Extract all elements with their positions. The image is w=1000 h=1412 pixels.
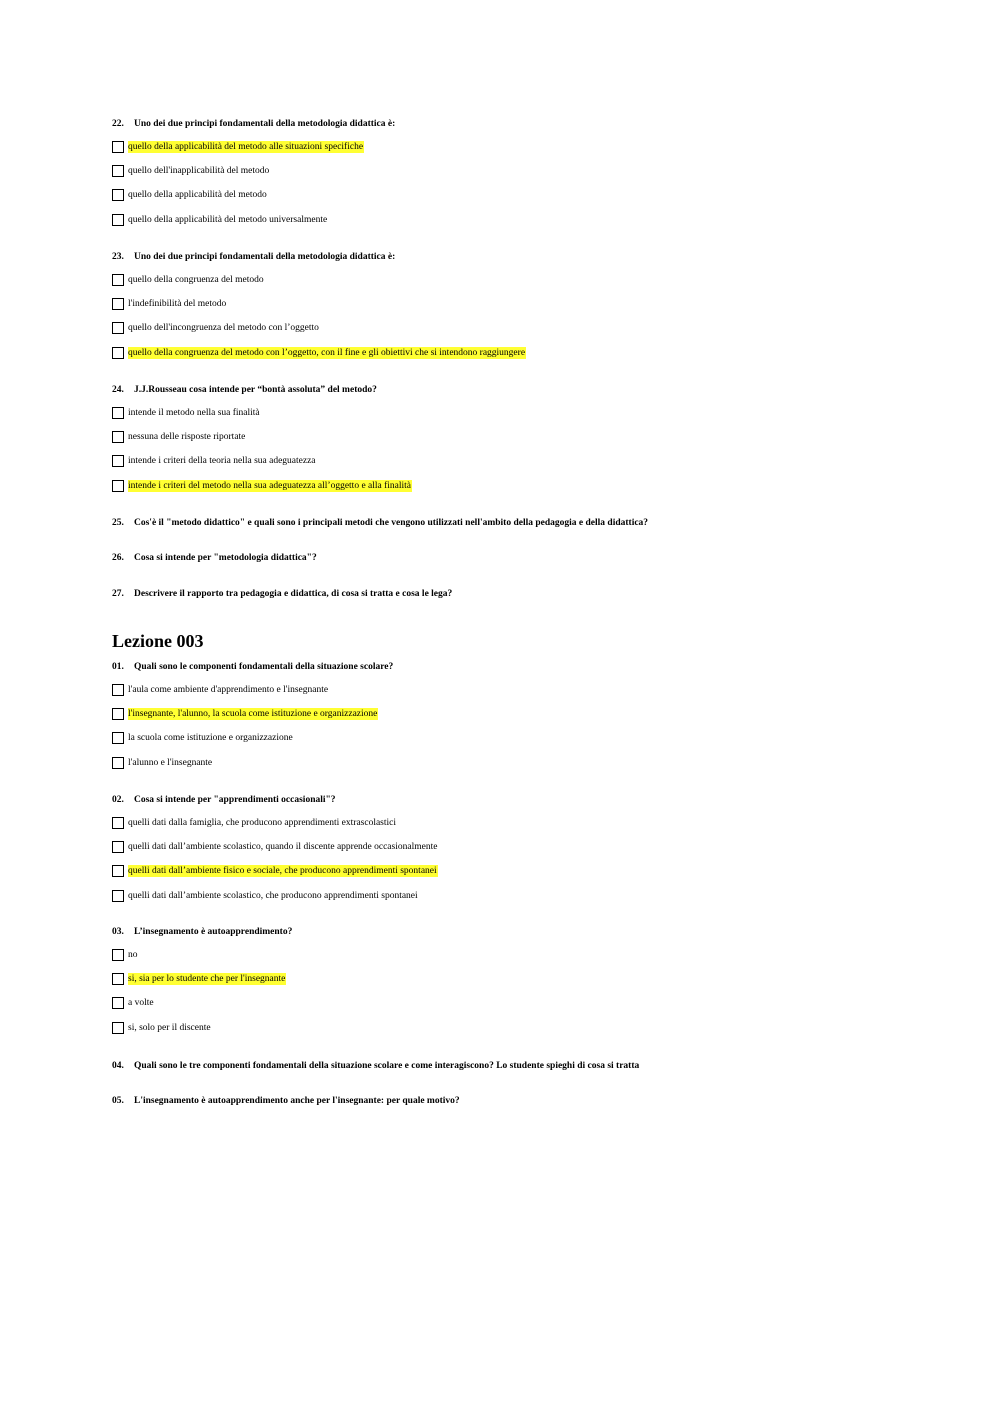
answer-label: quelli dati dalla famiglia, che producono apprendimenti extrascolastici (128, 818, 397, 828)
answer-label: a volte (128, 998, 154, 1008)
answer-checkbox[interactable] (112, 141, 124, 153)
question-label: Uno dei due principi fondamentali della metodologia didattica è: (134, 252, 396, 262)
question-number: 03. (112, 927, 124, 937)
answer-checkbox[interactable] (112, 431, 124, 443)
question-label: Cos'è il "metodo didattico" e quali sono i principali metodi che vengono utilizzati nell'ambito della pedagogia e della didattica? (134, 518, 649, 528)
answer-label: quello dell'inapplicabilità del metodo (128, 166, 270, 176)
answer-checkbox[interactable] (112, 455, 124, 467)
question-number: 04. (112, 1061, 124, 1071)
question-label: Cosa si intende per "apprendimenti occasionali"? (134, 795, 336, 805)
answer-checkbox[interactable] (112, 1022, 124, 1034)
answer-label: intende i criteri del metodo nella sua adeguatezza all’oggetto e alla finalità (128, 481, 412, 491)
answer-checkbox[interactable] (112, 407, 124, 419)
answer-label: la scuola come istituzione e organizzazione (128, 733, 293, 743)
answer-label: l'aula come ambiente d'apprendimento e l'insegnante (128, 685, 329, 695)
answer-checkbox[interactable] (112, 841, 124, 853)
answer-checkbox[interactable] (112, 949, 124, 961)
answer-label: quello della congruenza del metodo con l’oggetto, con il fine e gli obiettivi che si intendono raggiungere (128, 348, 526, 358)
answer-label: intende i criteri della teoria nella sua adeguatezza (128, 456, 316, 466)
question-text (112, 517, 648, 529)
answer-label: nessuna delle risposte riportate (128, 432, 246, 442)
answer-checkbox[interactable] (112, 347, 124, 359)
question-label: Uno dei due principi fondamentali della metodologia didattica è: (134, 119, 396, 129)
question-text (112, 552, 317, 564)
answer-label: intende il metodo nella sua finalità (128, 408, 260, 418)
answer-checkbox[interactable] (112, 480, 124, 492)
question-label: Cosa si intende per "metodologia didattica"? (134, 553, 317, 563)
answer-checkbox[interactable] (112, 189, 124, 201)
question-label: L’insegnamento è autoapprendimento? (134, 927, 293, 937)
question-number: 23. (112, 252, 124, 262)
question-number: 01. (112, 662, 124, 672)
answer-checkbox[interactable] (112, 708, 124, 720)
question-text (112, 118, 395, 130)
answer-checkbox[interactable] (112, 214, 124, 226)
question-label: Descrivere il rapporto tra pedagogia e didattica, di cosa si tratta e cosa le lega? (134, 589, 453, 599)
answer-checkbox[interactable] (112, 817, 124, 829)
question-text (112, 661, 393, 673)
answer-label: l'insegnante, l'alunno, la scuola come istituzione e organizzazione (128, 709, 378, 719)
question-text (112, 794, 336, 806)
answer-checkbox[interactable] (112, 165, 124, 177)
question-text (112, 251, 395, 263)
question-number: 02. (112, 795, 124, 805)
question-text (112, 1095, 460, 1107)
answer-checkbox[interactable] (112, 890, 124, 902)
question-text (112, 588, 452, 600)
answer-checkbox[interactable] (112, 732, 124, 744)
lesson-title: Lezione 003 (112, 631, 204, 651)
answer-checkbox[interactable] (112, 973, 124, 985)
answer-checkbox[interactable] (112, 684, 124, 696)
answer-label: quello della congruenza del metodo (128, 275, 264, 285)
question-number: 05. (112, 1096, 124, 1106)
question-label: J.J.Rousseau cosa intende per “bontà assoluta” del metodo? (134, 385, 377, 395)
question-label: L'insegnamento è autoapprendimento anche per l'insegnante: per quale motivo? (134, 1096, 460, 1106)
answer-label: quelli dati dall’ambiente scolastico, che producono apprendimenti spontanei (128, 891, 418, 901)
question-label: Quali sono le tre componenti fondamentali della situazione scolare e come interagiscono? Lo studente spieghi di cosa si tratta (134, 1061, 640, 1071)
answer-label: quello della applicabilità del metodo universalmente (128, 215, 328, 225)
answer-label: si, solo per il discente (128, 1023, 211, 1033)
question-number: 24. (112, 385, 124, 395)
answer-label: si, sia per lo studente che per l'insegnante (128, 974, 286, 984)
answer-label: quelli dati dall’ambiente fisico e sociale, che producono apprendimenti spontanei (128, 866, 437, 876)
answer-checkbox[interactable] (112, 298, 124, 310)
answer-checkbox[interactable] (112, 757, 124, 769)
question-number: 25. (112, 518, 124, 528)
answer-label: quelli dati dall’ambiente scolastico, quando il discente apprende occasionalmente (128, 842, 438, 852)
question-number: 22. (112, 119, 124, 129)
question-number: 27. (112, 589, 124, 599)
answer-checkbox[interactable] (112, 865, 124, 877)
answer-checkbox[interactable] (112, 322, 124, 334)
answer-checkbox[interactable] (112, 997, 124, 1009)
question-label: Quali sono le componenti fondamentali della situazione scolare? (134, 662, 394, 672)
answer-label: l'indefinibilità del metodo (128, 299, 227, 309)
question-text (112, 384, 377, 396)
answer-label: no (128, 950, 138, 960)
question-text (112, 926, 292, 938)
answer-label: quello della applicabilità del metodo alle situazioni specifiche (128, 142, 364, 152)
answer-checkbox[interactable] (112, 274, 124, 286)
question-number: 26. (112, 553, 124, 563)
answer-label: quello dell'incongruenza del metodo con l’oggetto (128, 323, 319, 333)
answer-label: quello della applicabilità del metodo (128, 190, 267, 200)
question-text (112, 1060, 639, 1072)
answer-label: l'alunno e l'insegnante (128, 758, 213, 768)
